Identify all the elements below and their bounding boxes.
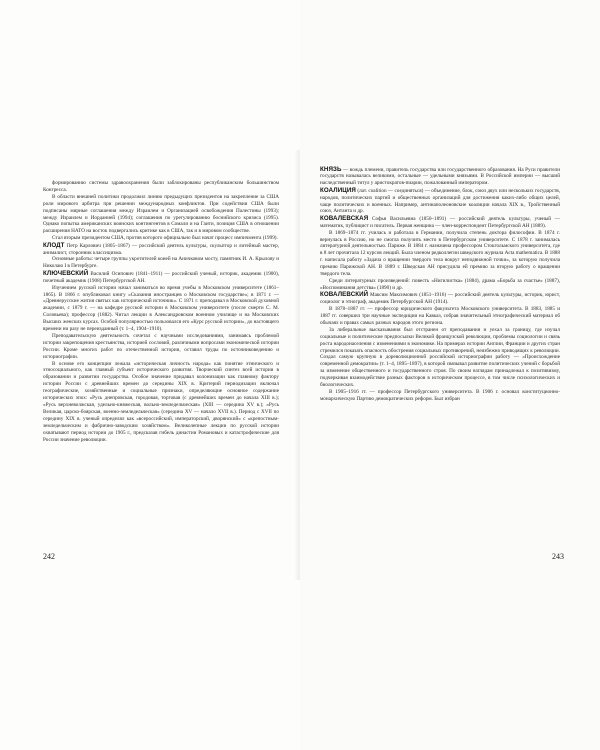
- paragraph: Стал вторым президентом США, против которого официально был начат процесс импичмента (1999).: [52, 235, 278, 242]
- entry-headword: КОВАЛЕВСКАЯ: [320, 214, 369, 222]
- entry-kovalevskaya: [320, 216, 560, 230]
- entry-headword: КЛОДТ: [43, 241, 65, 249]
- entry-text: — вождь племени, правитель государства или государственного образования. На Руси правители государств называлась великими, остальные — удельными князьями. В Российской империи — высший наследственный титул у аристократов-пиарии, пожалованный императором.: [320, 166, 560, 187]
- entry-klyuchevsky: [43, 271, 279, 285]
- entry-headword: КЛЮЧЕВСКИЙ: [43, 269, 89, 277]
- paragraph: В 1878–1887 гг. — профессор юридического факультета Московского университета. В 1883, 1885 и 1887 гг. совершил три научные экспедиции на Кавказ, собрав значительный этнографический материал об обычаях и правах самых разных народов этого региона.: [320, 306, 560, 326]
- paragraph: формированию системы здравоохранения были заблокированы республиканским большинством Конгресса.: [43, 180, 279, 193]
- entry-text: Петр Карлович (1805–1867) — российский деятель культуры, скульптор и литейный мастер, анималист, сторонник классицизма.: [43, 242, 279, 256]
- right-page: [300, 0, 600, 750]
- entry-koalitsiya: [320, 188, 560, 216]
- entry-headword: КОАЛИЦИЯ: [320, 186, 356, 194]
- entry-klodt: [43, 243, 279, 257]
- paragraph: В области внешней политики продолжил линию предыдущих президентов на закрепление за США роли мирового арбитра при решении международных конфликтов. При содействии США были подписаны мирные соглашения между Израилем и Организацией освобождения Палестины (1993); между Израилем и Иорданией (1994); соглашения по урегулированию боснийского кризиса (1995). Однако попытка американских воинских контингентов в Сомали и на Гаити, позиция США в отношении расширения НАТО на восток подвергались критике как в США, так и в мировом сообществе.: [43, 193, 279, 235]
- paragraph: Преподавательскую деятельность сочетал с научными исследованиями, занимаясь проблемой истории закрепощения крестьянства, историей сословий, различными вопросами экономической истории России. Кроме многих работ по отечественной истории, оставил труды по источниковедению и историографии.: [43, 332, 279, 360]
- paragraph: Основные работы: четыре группы укротителей коней на Аничковом мосту, памятник И. А. Крылову и Николаю I в Петербурге.: [43, 256, 279, 270]
- entry-headword: КОВАЛЕВСКИЙ: [320, 291, 369, 299]
- paragraph: Изучением русской истории начал заниматься во время учебы в Московском университете (1861–1865). В 1866 г. опубликовал книгу «Сказания иностранцев о Московском государстве»; в 1871 г. — «Древнерусские жития святых как исторический источник». С 1871 г. преподавал в Московской духовной академии, с 1879 г. — на кафедре русской истории в Московском университете (после смерти С. М. Соловьева); профессор (1882). Читал лекции в Александровском военном училище и на Московских Высших женских курсах. Особой популярностью пользовался его «Курс русской истории», до настоящего времени ни разу не переизданный (т. 1–4, 1904–1910).: [43, 284, 279, 333]
- entry-headword: КНЯЗЬ: [320, 166, 342, 173]
- paragraph: Среди литературных произведений: повесть «Нигилистка» (1884), драма «Борьба за счастье» (1887), «Воспоминания детства» (1890) и др.: [320, 278, 560, 291]
- paragraph: В основе его концепции лежала «историческая личность народа» как понятие этнического и этносоциального, как главный субъект исторического развития. Творческий синтез всей истории в образовании и развитии государства. Особое значение придавал колонизации как главному фактору истории России с древнейших времен до середины XIX в. Критерий периодизации включал географические, хозяйственные и социальные признаки, определяющие основное содержание исторических эпох: «Русь днепровская, городовая, торговая (с древнейших времен до начала XIII в.); «Русь верхневолжская, удельно-княжеская, вольно-земледельческая» (XIII — середина XV в.); «Русь Великая, царско-боярская, военно-земледельческая» (середина XV — начало XVII в.). Период с XVII по середину XIX в. ученый определял как «всероссийский, императорский, дворянский» с «крепостным-земледельческим и фабрично-заводским хозяйством». Великолепные лекции по русской истории охватывают период истории до 1905 г., предсказав гибель династии Романовых и катастрофические для России значение революции.: [43, 360, 279, 443]
- entry-knyaz: [320, 167, 560, 188]
- page-number: 242: [43, 552, 55, 561]
- page-number: 243: [552, 552, 564, 561]
- entry-text: Максим Максимович (1851–1916) — российский деятель культуры, историк, юрист, социолог и этнограф, академик Петербургской АН (1914).: [320, 292, 560, 306]
- right-page-text: [320, 166, 560, 552]
- paragraph: В 1905–1916 гг. — профессор Петербургского университета. В 1906 г. основал конституционно-монархическую Партию демократических реформ. Был избран: [320, 389, 560, 402]
- entry-text: Василий Осипович (1841–1911) — российский ученый, историк, академик (1900), почетный академик (1908) Петербургской АН.: [43, 270, 279, 284]
- entry-text: (лат. coalition — соединяться) — объединение, блок, союз двух или нескольких государств, народов, политических партий и общественных организаций для достижения каких-либо общих целей, чаще политических и военных. Например, антинаполеоновские коалиции начала XIX в., Тройственный союз, Антанта и др.: [320, 187, 560, 215]
- paragraph: За либеральные высказывания был отстранен от преподавания и уехал за границу, где изучал социальные и политические предпосылки Великой французской революции, проблемы социологии и связь роста народонаселения с изменениями в экономике. На примерах истории Англии, Франции и других стран стремился показать опасность обострения социальных противоречий, неизбежно приводящих к революции. Создал самую крупную в дореволюционной российской историографии работу — «Происхождение современной демократии» (т. 1–4, 1895–1897), в которой связывал развитие политических учений с борьбой за изменение общественного и государственного строя. По своим взглядам принадлежал к позитивизму, подчеркивая взаимодействие разных факторов в историческом процессе, в том числе психологических и биологических.: [320, 326, 560, 389]
- left-page-text: [43, 180, 279, 552]
- paragraph: В 1869–1874 гг. училась и работала в Германии, получила степень доктора философии. В 1874 г. вернулась в Россию, но не смогла получить место в Петербургском университете. С 1878 г. занималась литературной деятельностью. Париже. В 1884 г. назначена профессором Стокгольмского университета, где в 8 лет прочитала 12 курсов лекций. Была членом редколлегии шведского журнала Acta mathematica. В 1888 г. написала работу «Задача о вращении твердого тела вокруг неподвижной точки», за которую получила премию Парижской АН. В 1889 г. Шведская АН присудила ей премию за вторую работу о вращении твердого тела.: [320, 229, 560, 278]
- entry-kovalevsky: [320, 292, 560, 306]
- entry-text: Софья Васильевна (1850–1891) — российский деятель культуры, ученый — математик, публицист и писатель. Первая женщина — член-корреспондент Петербургской АН (1889).: [320, 215, 560, 229]
